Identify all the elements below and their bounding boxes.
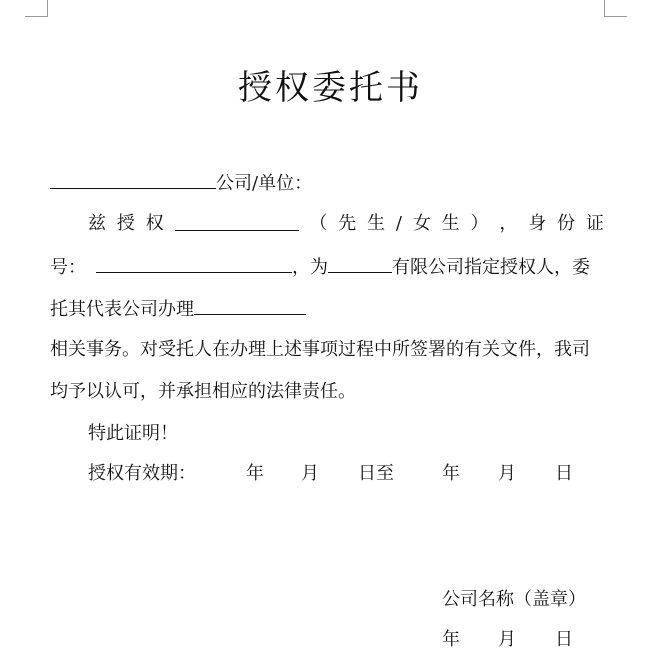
page-corner-mark-top-right [604,0,627,17]
validity-label: 授权有效期： [88,463,196,484]
validity-start-day-to: 日至 [358,463,394,484]
acknowledge-line: 均予以认可，并承担相应的法律责任。 [50,381,356,402]
validity-end-year: 年 [442,463,460,484]
auth-char-1: 兹 [88,213,106,234]
auth-char-3: 权 [145,213,164,234]
gender-char-10: 份 [557,213,576,234]
validity-end-day: 日 [555,463,573,484]
page-corner-mark-top-left [25,0,48,17]
matter-blank[interactable] [194,296,306,315]
signature-label: 公司名称（盖章） [442,589,586,610]
delegate-line [50,296,306,322]
signature-day: 日 [555,629,573,650]
matters-line: 相关事务。对受托人在办理上述事项过程中所签署的有关文件，我司 [50,339,590,360]
id-number-blank[interactable] [96,254,292,273]
gender-char-6: 生 [441,213,460,234]
recipient-suffix: 公司/单位： [216,173,313,194]
for-label: ，为 [292,257,328,278]
validity-start-year: 年 [246,463,264,484]
recipient-line [50,170,312,196]
id-label: 号： [50,257,86,278]
gender-char-4: / [395,213,402,234]
auth-char-2: 授 [116,213,135,234]
signature-year: 年 [442,629,460,650]
gender-char-11: 证 [585,213,604,234]
document-title: 授权委托书 [238,68,423,108]
gender-char-2: 先 [338,213,357,234]
recipient-blank[interactable] [50,170,216,189]
gender-char-7: ） [470,213,489,234]
id-line [50,254,590,280]
gender-char-1: （ [309,213,328,234]
gender-char-8: ， [499,213,518,234]
company-name-blank[interactable] [328,254,392,273]
signature-month: 月 [498,629,516,650]
company-designate-text: 有限公司指定授权人，委 [392,257,590,278]
gender-char-3: 生 [367,213,386,234]
authorization-line [50,212,604,236]
certify-line: 特此证明！ [88,423,178,444]
gender-char-5: 女 [412,213,431,234]
validity-end-month: 月 [498,463,516,484]
authorized-person-blank[interactable] [175,212,299,231]
gender-char-9: 身 [528,213,547,234]
delegate-text: 托其代表公司办理 [50,299,194,320]
validity-start-month: 月 [301,463,319,484]
